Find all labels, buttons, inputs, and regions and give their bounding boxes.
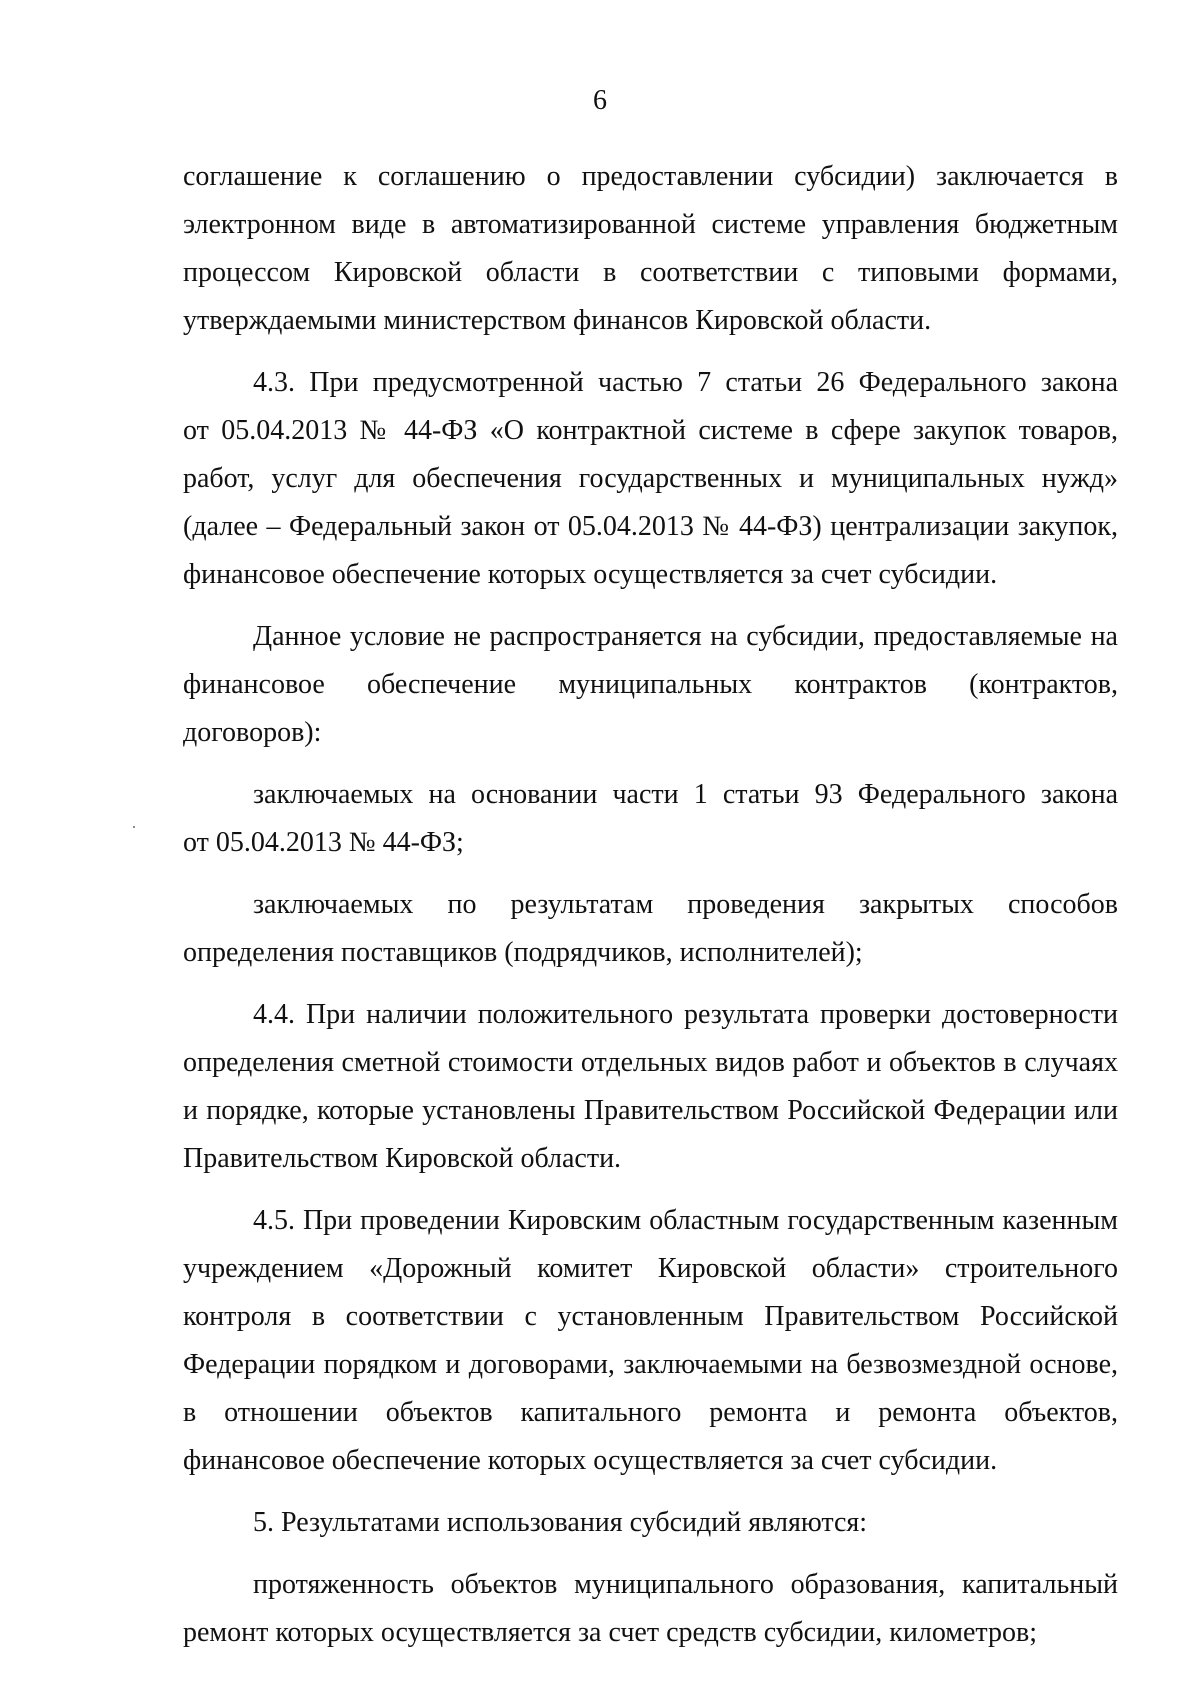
text-line: учреждением «Дорожный комитет Кировской области» строительного — [183, 1253, 1118, 1284]
paragraph-4-3 — [183, 359, 1118, 599]
text-line: соглашение к соглашению о предоставлении субсидии) заключается в — [183, 161, 1118, 192]
text-line: определения поставщиков (подрядчиков, исполнителей); — [183, 937, 863, 968]
text-line: от 05.04.2013 № 44-ФЗ; — [183, 827, 464, 858]
paragraph-condition — [183, 613, 1118, 757]
text-line: Данное условие не распространяется на субсидии, предоставляемые на — [253, 621, 1118, 652]
text-line: 4.3. При предусмотренной частью 7 статьи 26 Федерального закона — [253, 367, 1118, 398]
text-line: электронном виде в автоматизированной системе управления бюджетным — [183, 209, 1118, 240]
text-line: ремонт которых осуществляется за счет средств субсидии, километров; — [183, 1617, 1038, 1648]
margin-speck — [133, 826, 135, 828]
text-line: заключаемых на основании части 1 статьи 93 Федерального закона — [253, 779, 1118, 810]
text-line: процессом Кировской области в соответствии с типовыми формами, — [183, 257, 1118, 288]
page-number: 6 — [593, 85, 607, 116]
paragraph-4-5 — [183, 1197, 1118, 1485]
document-body — [183, 153, 1118, 1657]
text-line: 5. Результатами использования субсидий являются: — [253, 1507, 868, 1538]
text-line: заключаемых по результатам проведения закрытых способов — [253, 889, 1118, 920]
paragraph-4-4 — [183, 991, 1118, 1183]
text-line: Правительством Кировской области. — [183, 1143, 622, 1174]
text-line: от 05.04.2013 № 44-ФЗ «О контрактной системе в сфере закупок товаров, — [183, 415, 1118, 446]
text-line: договоров): — [183, 717, 322, 748]
text-line: определения сметной стоимости отдельных видов работ и объектов в случаях — [183, 1047, 1118, 1078]
text-line: контроля в соответствии с установленным Правительством Российской — [183, 1301, 1118, 1332]
paragraph-list-item — [183, 771, 1118, 867]
text-line: протяженность объектов муниципального образования, капитальный — [253, 1569, 1118, 1600]
text-line: (далее – Федеральный закон от 05.04.2013 № 44-ФЗ) централизации закупок, — [183, 511, 1118, 542]
paragraph-5 — [183, 1499, 1118, 1547]
text-line: Федерации порядком и договорами, заключаемыми на безвозмездной основе, — [183, 1349, 1118, 1380]
text-line: и порядке, которые установлены Правительством Российской Федерации или — [183, 1095, 1118, 1126]
paragraph-list-item — [183, 881, 1118, 977]
text-line: утверждаемыми министерством финансов Кировской области. — [183, 305, 932, 336]
text-line: 4.5. При проведении Кировским областным государственным казенным — [253, 1205, 1118, 1236]
text-line: финансовое обеспечение которых осуществляется за счет субсидии. — [183, 1445, 998, 1476]
text-line: работ, услуг для обеспечения государственных и муниципальных нужд» — [183, 463, 1118, 494]
paragraph-continuation — [183, 153, 1118, 345]
paragraph-result-item — [183, 1561, 1118, 1657]
text-line: 4.4. При наличии положительного результата проверки достоверности — [253, 999, 1118, 1030]
text-line: финансовое обеспечение муниципальных контрактов (контрактов, — [183, 669, 1118, 700]
text-line: в отношении объектов капитального ремонта и ремонта объектов, — [183, 1397, 1118, 1428]
text-line: финансовое обеспечение которых осуществляется за счет субсидии. — [183, 559, 998, 590]
